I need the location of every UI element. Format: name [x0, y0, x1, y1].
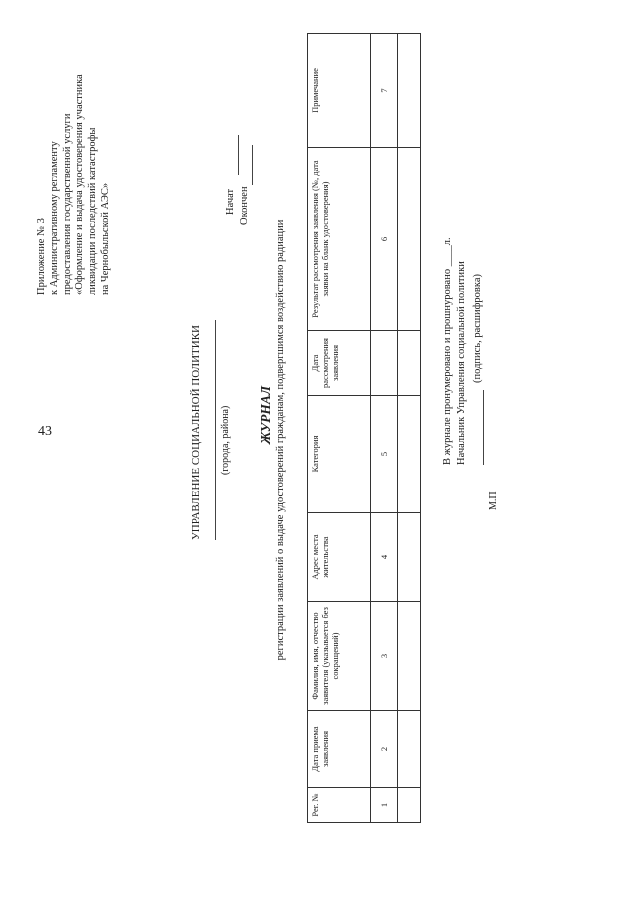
column-number: 2 — [371, 711, 398, 788]
table-cell — [398, 331, 421, 396]
appendix-line: на Чернобыльской АЭС» — [99, 182, 111, 295]
column-number: 6 — [371, 148, 398, 331]
appendix-line: «Оформление и выдача удостоверения участника — [74, 74, 86, 295]
table-cell — [398, 788, 421, 823]
column-header-review-date: Дата рассмотрения заявления — [308, 331, 371, 396]
register-table — [307, 33, 421, 823]
column-header-review-result: Результат рассмотрения заявления (№, дата заявки на бланк удостоверения) — [308, 148, 371, 331]
appendix-line: ликвидации последствий катастрофы — [87, 127, 99, 295]
column-number: 1 — [371, 788, 398, 823]
column-header-notes: Примечание — [308, 34, 371, 148]
page-number: 43 — [38, 424, 52, 439]
column-number — [371, 331, 398, 396]
finished-label: Окончен — [239, 186, 250, 225]
column-header-address: Адрес места жительства — [308, 513, 371, 602]
signature-line — [483, 390, 484, 465]
started-label: Начат — [225, 188, 236, 215]
table-cell — [398, 513, 421, 602]
organization-name: УПРАВЛЕНИЕ СОЦИАЛЬНОЙ ПОЛИТИКИ — [190, 325, 202, 540]
table-cell — [398, 396, 421, 513]
finished-blank-line — [252, 145, 253, 185]
column-header-reg-no: Рег. № — [308, 788, 371, 823]
table-cell — [398, 602, 421, 711]
appendix-line: предоставления государственной услуги — [61, 113, 73, 295]
footer-signature-caption: (подпись, расшифровка) — [472, 274, 483, 383]
table-cell — [398, 711, 421, 788]
column-header-category: Категория — [308, 396, 371, 513]
column-header-date-received: Дата приема заявления — [308, 711, 371, 788]
started-blank-line — [238, 135, 239, 175]
table-header-row — [308, 34, 371, 823]
footer-head-title: Начальник Управления социальной политики — [456, 261, 467, 465]
organization-subtitle: (города, района) — [220, 405, 231, 475]
journal-title: ЖУРНАЛ — [258, 385, 273, 445]
column-header-full-name: Фамилия, имя, отчество заявителя (указывается без сокращений) — [308, 602, 371, 711]
appendix-block — [36, 0, 113, 295]
footer-stamp-place: М.П — [488, 491, 499, 510]
column-number: 3 — [371, 602, 398, 711]
appendix-line: к Административному регламенту — [48, 141, 60, 295]
table-row — [371, 34, 398, 823]
table-row — [398, 34, 421, 823]
table-cell — [398, 34, 421, 148]
column-number: 5 — [371, 396, 398, 513]
column-number: 4 — [371, 513, 398, 602]
column-number: 7 — [371, 34, 398, 148]
table-cell — [398, 148, 421, 331]
organization-underline — [215, 320, 216, 540]
footer-pages-note: В журнале пронумеровано и прошнуровано ____л. — [442, 237, 453, 465]
journal-subtitle: регистрации заявлений о выдаче удостоверений гражданам, подвергшимся воздействию радиации — [275, 219, 286, 661]
appendix-line: Приложение № 3 — [36, 218, 47, 295]
